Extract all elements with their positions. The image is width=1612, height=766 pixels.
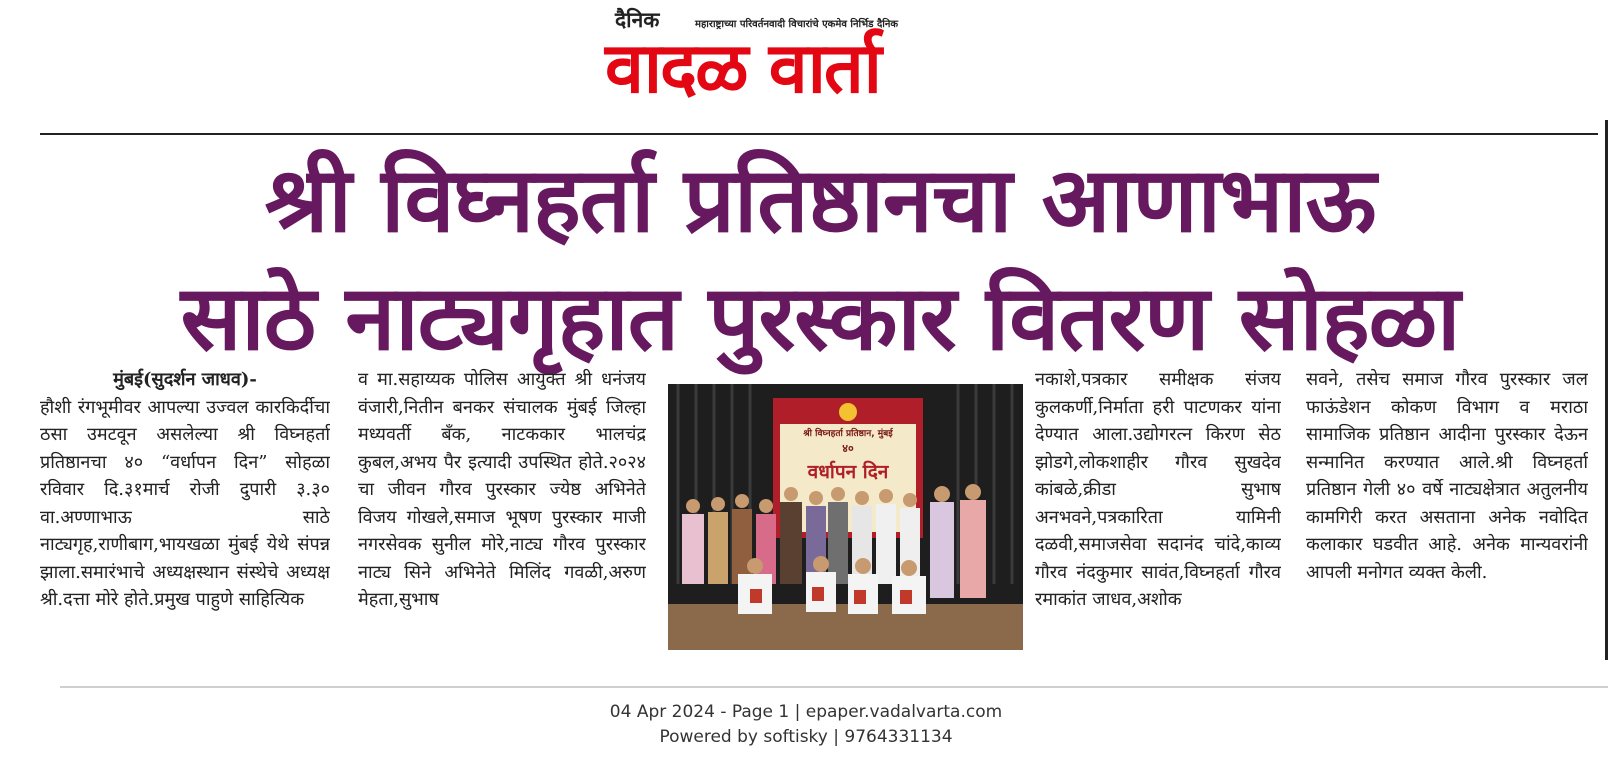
byline: मुंबई(सुदर्शन जाधव)-: [113, 369, 257, 390]
right-border: [1605, 120, 1608, 660]
banner-main: वर्धापन दिन: [807, 461, 889, 483]
masthead-daily-label: दैनिक: [615, 7, 660, 32]
top-divider: [40, 133, 1598, 135]
column-4-text: सवने, तसेच समाज गौरव पुरस्कार जल फाऊंडेशन कोकण विभाग व मराठा सामाजिक प्रतिष्ठान आदीना पुरस्कार देऊन सन्मानित करण्यात आले.श्री विघ्नहर्ता प्रतिष्ठान गेली ४० वर्षे नाट्यक्षेत्रात अतुलनीय कामगिरी करत असताना अनेक नवोदित कलाकार घडवीत आहे. अनेक मान्यवरांनी आपली मनोगत व्यक्त केली.: [1306, 369, 1588, 583]
column-1-text: हौशी रंगभूमीवर आपल्या उज्वल कारकिर्दीचा ठसा उमटवून असलेल्या श्री विघ्नहर्ता प्रतिष्ठानचा ४० “वर्धापन दिन” सोहळा रविवार दि.३१मार्च रोजी दुपारी ३.३० वा.अण्णाभाऊ साठे नाट्यगृह,राणीबाग,भायखळा मुंबई येथे संपन्न झाला.समारंभाचे अध्यक्षस्थान संस्थेचे अध्यक्ष श्री.दत्ता मोरे होते.प्रमुख पाहुणे साहित्यिक: [40, 396, 330, 610]
column-2-text: व मा.सहाय्यक पोलिस आयुक्त श्री धनंजय वंजारी,नितीन बनकर संचालक मुंबई जिल्हा मध्यवर्ती बँक, नाटककार भालचंद्र कुबल,अभय पैर इत्यादी उपस्थित होते.२०२४ चा जीवन गौरव पुरस्कार ज्येष्ठ अभिनेते विजय गोखले,समाज भूषण पुरस्कार माजी नगरसेवक सुनील मोरे,नाट्य गौरव पुरस्कार नाट्य सिने अभिनेते मिलिंद गवळी,अरुण मेहता,सुभाष: [358, 369, 646, 610]
article-column-3: [1035, 366, 1281, 656]
headline-line-1: श्री विघ्नहर्ता प्रतिष्ठानचा आणाभाऊ: [264, 148, 1376, 253]
banner-number: ४०: [842, 442, 854, 455]
masthead-tagline: महाराष्ट्राच्या परिवर्तनवादी विचारांचे एकमेव निर्भिड दैनिक: [695, 19, 899, 30]
event-photo-illustration: [668, 384, 1023, 650]
event-photo: [668, 384, 1023, 650]
column-3-text: नकाशे,पत्रकार समीक्षक संजय कुलकर्णी,निर्माता हरी पाटणकर यांना देण्यात आला.उद्योगरत्न किरण सेठ झोडगे,लोकशाहीर गौरव सुखदेव कांबळे,क्रीडा सुभाष अनभवने,पत्रकारिता यामिनी दळवी,समाजसेवा सदानंद चांदे,काव्य गौरव नंदकुमार सावंत,विघ्नहर्ता गौरव रमाकांत जाधव,अशोक: [1035, 369, 1281, 610]
article-column-2: [358, 366, 646, 656]
footer-date-source: 04 Apr 2024 - Page 1 | epaper.vadalvarta.com: [609, 702, 1003, 722]
footer-powered-by: Powered by softisky | 9764331134: [659, 727, 953, 747]
article-column-4: [1306, 366, 1588, 656]
masthead-title: वादळ वार्ता: [605, 27, 880, 109]
masthead: [605, 4, 1005, 112]
article-headline: [40, 142, 1600, 378]
bottom-divider: [60, 686, 1608, 688]
page-footer: [0, 700, 1612, 750]
article-column-1: [40, 366, 330, 656]
headline-line-2: साठे नाट्यगृहात पुरस्कार वितरण सोहळा: [180, 266, 1460, 371]
banner-title: श्री विघ्नहर्ता प्रतिष्ठान, मुंबई: [803, 429, 893, 439]
